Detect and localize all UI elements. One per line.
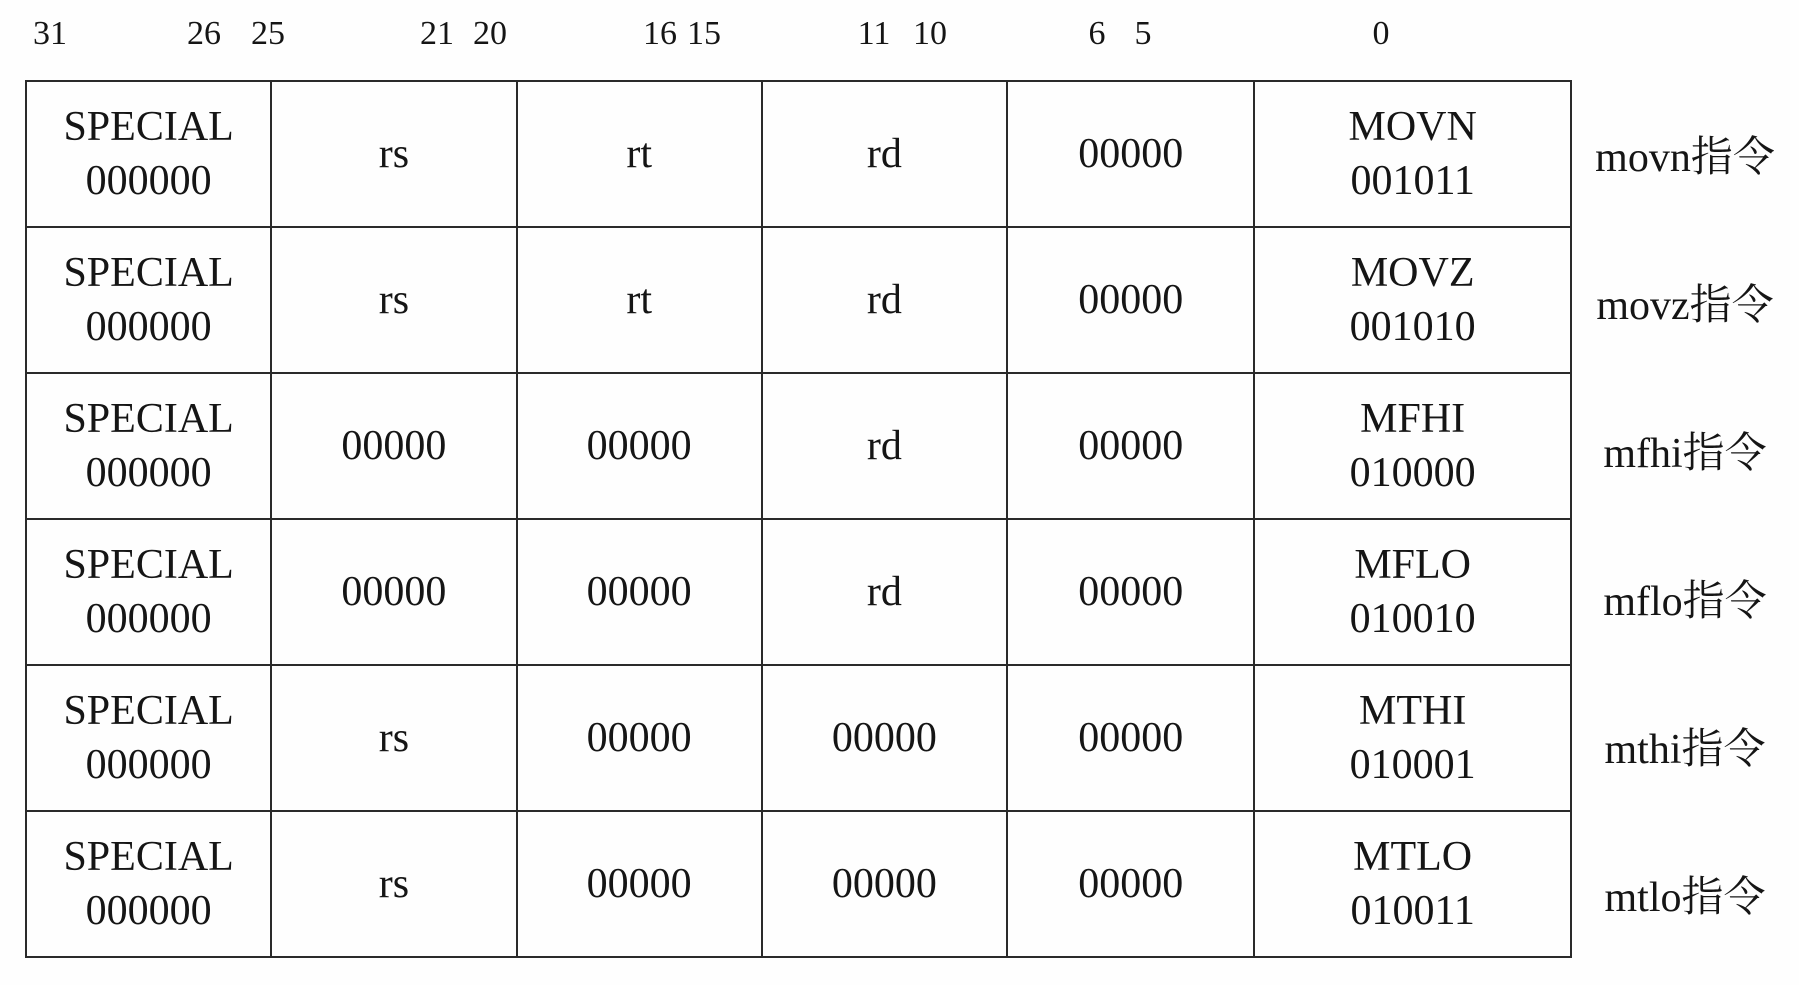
opcode-bits: 000000	[85, 304, 212, 350]
bit-label-15: 15	[687, 15, 721, 52]
rd-field: 00000	[762, 811, 1007, 957]
bit-label-31: 31	[33, 15, 67, 52]
instruction-label: mthi指令	[1604, 727, 1766, 773]
opcode-field	[26, 227, 271, 373]
funct-field	[1254, 81, 1571, 227]
rt-field: rt	[517, 227, 762, 373]
rs-field: rs	[271, 811, 516, 957]
rt-field: 00000	[517, 519, 762, 665]
bit-label-5: 5	[1134, 15, 1152, 52]
funct-bits: 010010	[1349, 596, 1476, 642]
bit-label-26: 26	[187, 15, 221, 52]
opcode-bits: 000000	[85, 888, 212, 934]
funct-bits: 010011	[1350, 888, 1475, 934]
bit-label-21: 21	[420, 15, 454, 52]
sa-field: 00000	[1007, 519, 1254, 665]
funct-field	[1254, 373, 1571, 519]
rs-field: rs	[271, 81, 516, 227]
bit-label-16: 16	[643, 15, 677, 52]
rt-field: rt	[517, 81, 762, 227]
rt-field: 00000	[517, 373, 762, 519]
bit-label-20: 20	[473, 15, 507, 52]
funct-name: MTHI	[1359, 688, 1467, 734]
table-row	[26, 519, 1571, 665]
funct-field	[1254, 811, 1571, 957]
table-row	[26, 227, 1571, 373]
instruction-encoding-table	[25, 80, 1572, 958]
rs-field: rs	[271, 665, 516, 811]
funct-bits: 001011	[1350, 158, 1475, 204]
opcode-name: SPECIAL	[63, 688, 234, 734]
opcode-name: SPECIAL	[63, 396, 234, 442]
funct-bits: 001010	[1349, 304, 1476, 350]
opcode-field	[26, 81, 271, 227]
table-row	[26, 811, 1571, 957]
table-row	[26, 665, 1571, 811]
rs-field: rs	[271, 227, 516, 373]
bit-label-0: 0	[1372, 15, 1390, 52]
rd-field: 00000	[762, 665, 1007, 811]
opcode-name: SPECIAL	[63, 542, 234, 588]
opcode-name: SPECIAL	[63, 250, 234, 296]
opcode-field	[26, 665, 271, 811]
instruction-label: mflo指令	[1603, 579, 1767, 625]
funct-name: MOVZ	[1350, 250, 1475, 296]
sa-field: 00000	[1007, 373, 1254, 519]
rt-field: 00000	[517, 811, 762, 957]
rd-field: rd	[762, 373, 1007, 519]
instruction-label: mfhi指令	[1603, 431, 1767, 477]
bit-label-10: 10	[913, 15, 947, 52]
bit-label-25: 25	[251, 15, 285, 52]
instruction-label: movn指令	[1595, 135, 1775, 181]
funct-field	[1254, 519, 1571, 665]
rd-field: rd	[762, 81, 1007, 227]
funct-field	[1254, 227, 1571, 373]
table-row	[26, 373, 1571, 519]
sa-field: 00000	[1007, 665, 1254, 811]
bit-position-ruler	[0, 12, 1600, 56]
rs-field: 00000	[271, 373, 516, 519]
funct-name: MFHI	[1360, 396, 1466, 442]
funct-bits: 010001	[1349, 742, 1476, 788]
rt-field: 00000	[517, 665, 762, 811]
funct-field	[1254, 665, 1571, 811]
rd-field: rd	[762, 227, 1007, 373]
opcode-bits: 000000	[85, 158, 212, 204]
funct-bits: 010000	[1349, 450, 1476, 496]
rs-field: 00000	[271, 519, 516, 665]
funct-name: MFLO	[1354, 542, 1472, 588]
bit-label-6: 6	[1088, 15, 1106, 52]
opcode-field	[26, 519, 271, 665]
funct-name: MTLO	[1353, 834, 1473, 880]
bit-label-11: 11	[857, 15, 891, 52]
opcode-bits: 000000	[85, 742, 212, 788]
instruction-label: movz指令	[1596, 283, 1774, 329]
sa-field: 00000	[1007, 227, 1254, 373]
opcode-name: SPECIAL	[63, 834, 234, 880]
sa-field: 00000	[1007, 81, 1254, 227]
opcode-field	[26, 373, 271, 519]
opcode-field	[26, 811, 271, 957]
rd-field: rd	[762, 519, 1007, 665]
table-row	[26, 81, 1571, 227]
instruction-label: mtlo指令	[1604, 875, 1766, 921]
opcode-bits: 000000	[85, 596, 212, 642]
funct-name: MOVN	[1348, 104, 1477, 150]
sa-field: 00000	[1007, 811, 1254, 957]
opcode-bits: 000000	[85, 450, 212, 496]
opcode-name: SPECIAL	[63, 104, 234, 150]
instruction-label-column	[1580, 80, 1790, 968]
